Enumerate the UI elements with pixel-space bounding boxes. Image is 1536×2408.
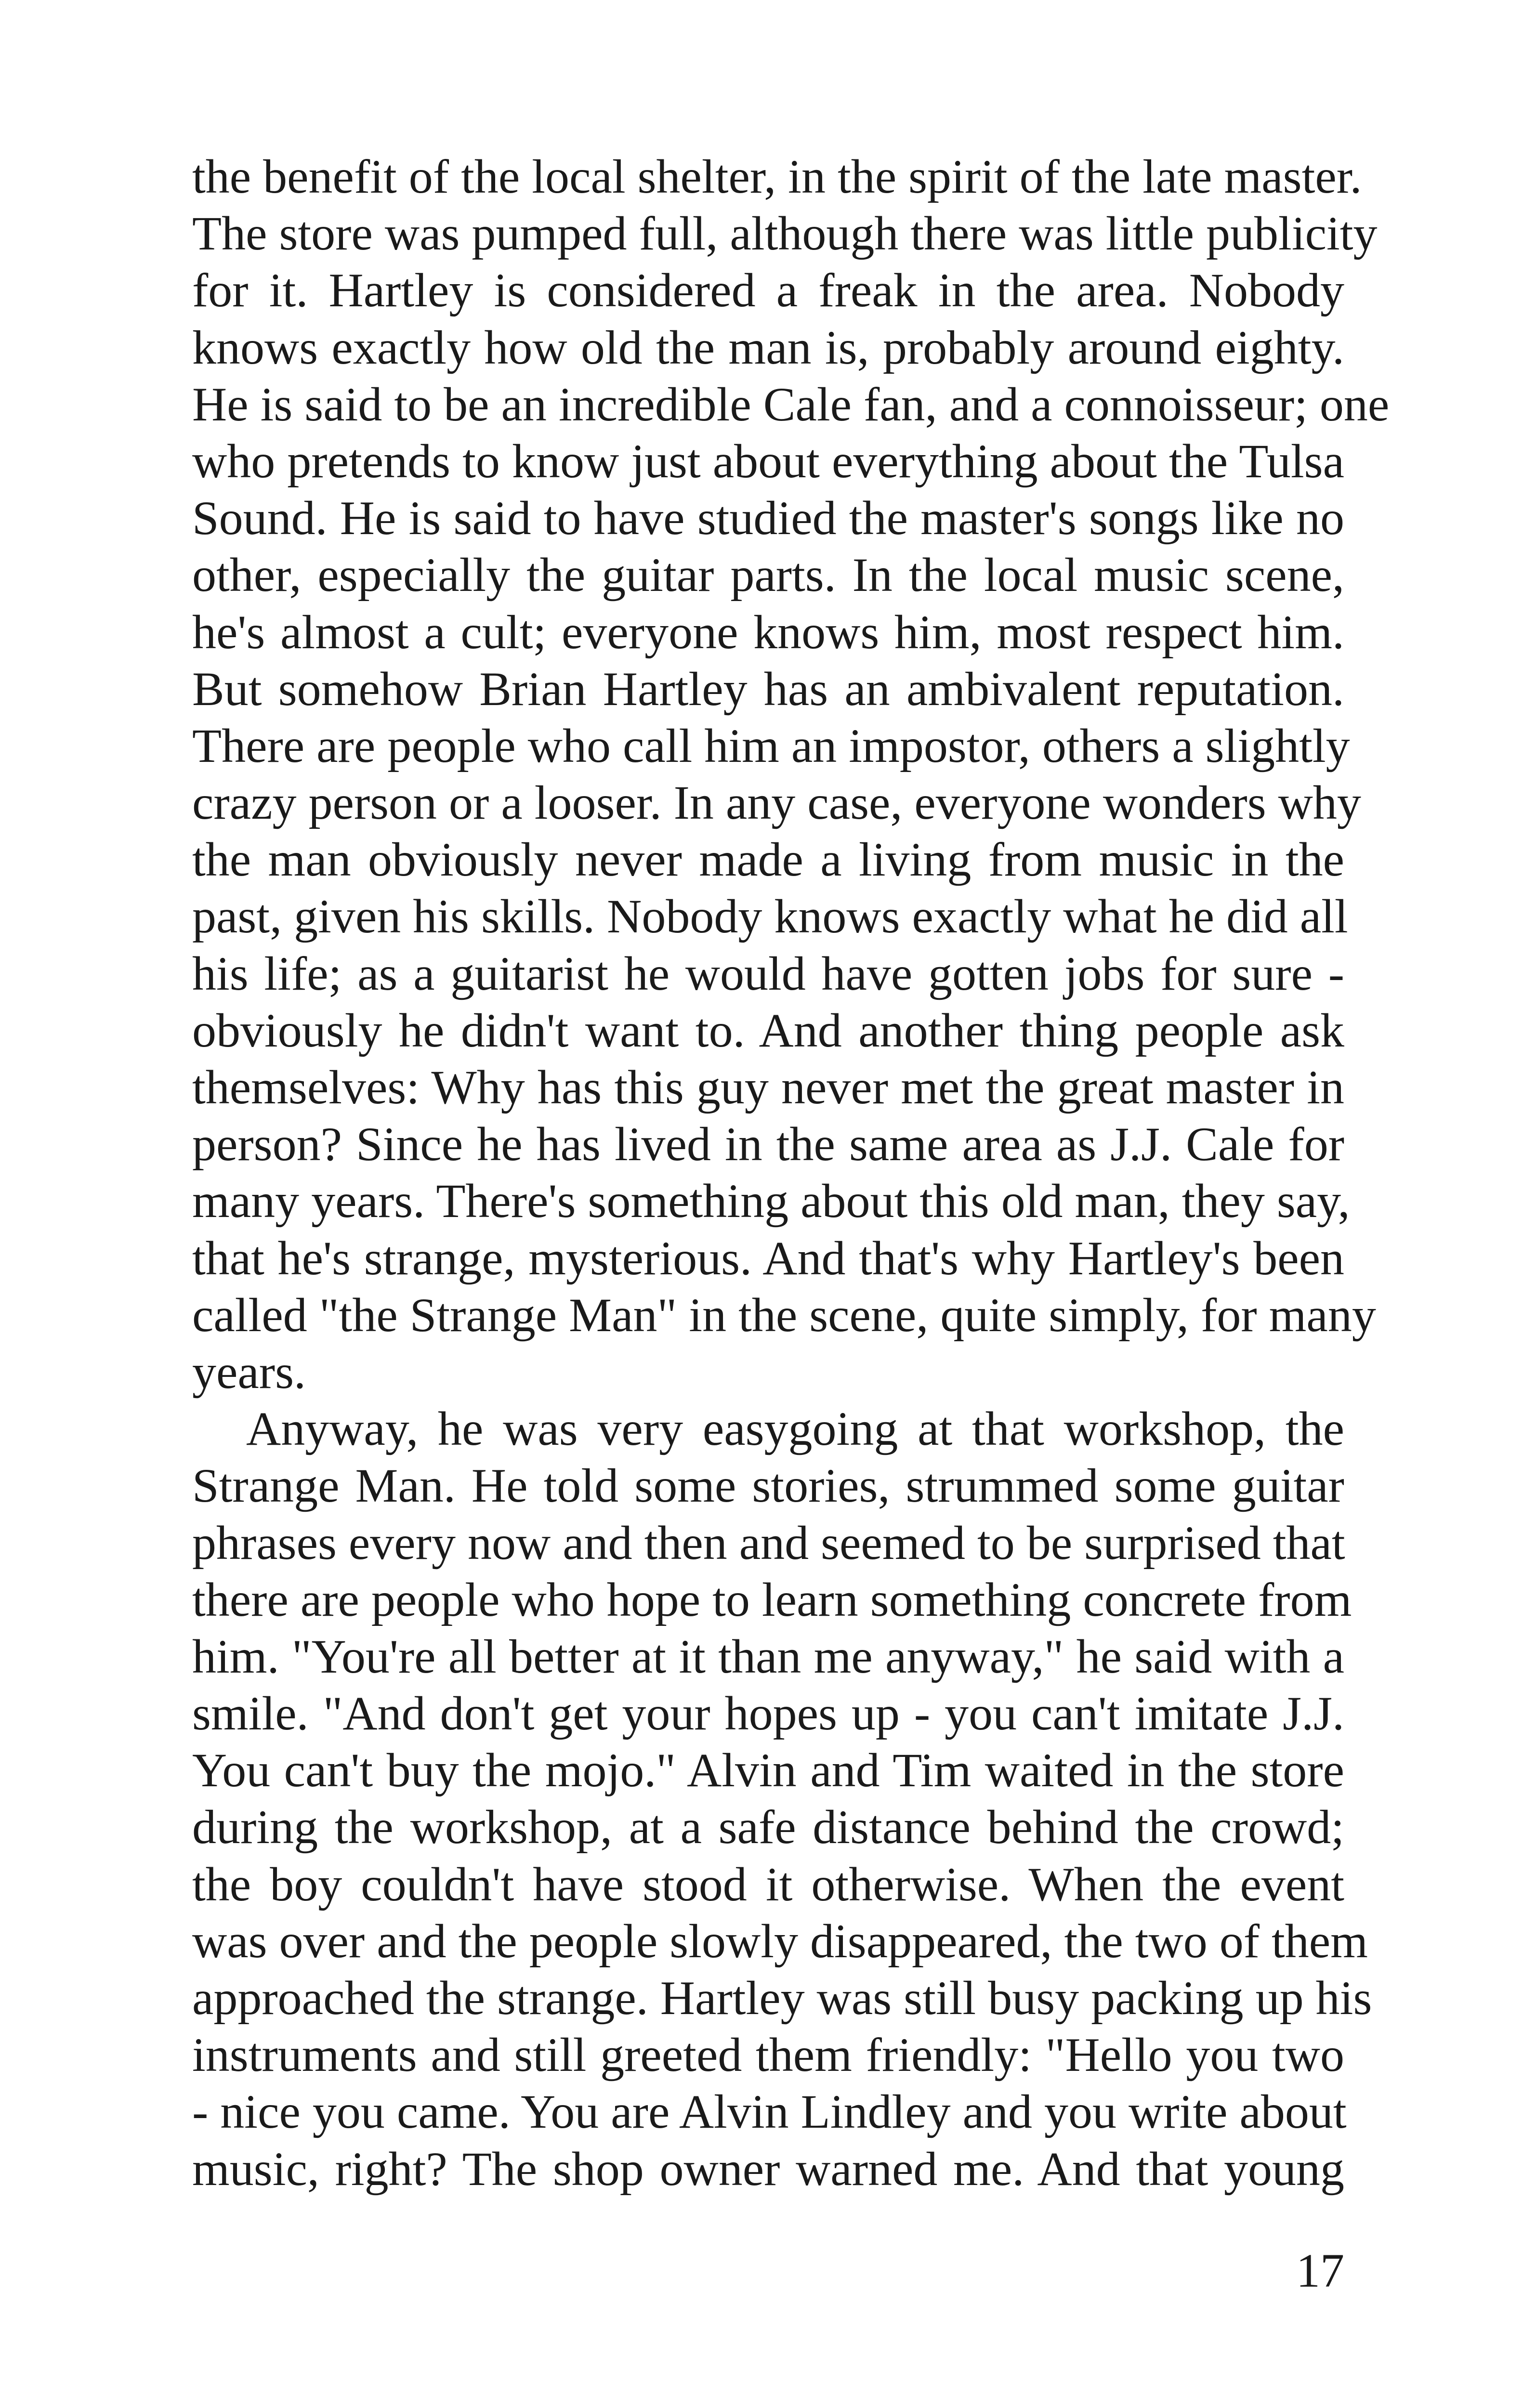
text-line: person? Since he has lived in the same area as J.J. Cale for <box>192 1117 1344 1171</box>
text-line: The store was pumped full, although there was little publicity <box>192 207 1378 261</box>
page-body-text <box>192 148 1390 2198</box>
text-line: knows exactly how old the man is, probably around eighty. <box>192 320 1344 374</box>
text-line: smile. "And don't get your hopes up - you can't imitate J.J. <box>192 1687 1344 1741</box>
text-line: Sound. He is said to have studied the master's songs like no <box>192 491 1344 545</box>
text-line: You can't buy the mojo." Alvin and Tim waited in the store <box>192 1743 1344 1797</box>
text-line: during the workshop, at a safe distance behind the crowd; <box>192 1800 1344 1854</box>
text-line: There are people who call him an impostor, others a slightly <box>192 719 1350 772</box>
text-line: the man obviously never made a living from music in the <box>192 833 1344 887</box>
page-number: 17 <box>1296 2243 1344 2297</box>
text-line: many years. There's something about this old man, they say, <box>192 1174 1350 1228</box>
text-line: was over and the people slowly disappeared, the two of them <box>192 1914 1368 1968</box>
text-line: who pretends to know just about everything about the Tulsa <box>192 434 1344 488</box>
paragraph <box>192 148 1390 1400</box>
text-line: for it. Hartley is considered a freak in the area. Nobody <box>192 263 1344 317</box>
text-line: - nice you came. You are Alvin Lindley and you write about <box>192 2085 1347 2139</box>
text-line: themselves: Why has this guy never met the great master in <box>192 1060 1344 1114</box>
text-line: He is said to be an incredible Cale fan, and a connoisseur; one <box>192 377 1390 431</box>
text-line: approached the strange. Hartley was still busy packing up his <box>192 1971 1372 2025</box>
text-line: Anyway, he was very easygoing at that workshop, the <box>246 1402 1344 1456</box>
text-line: him. "You're all better at it than me anyway," he said with a <box>192 1629 1344 1683</box>
paragraph <box>192 1400 1372 2198</box>
text-line: the benefit of the local shelter, in the spirit of the late master. <box>192 150 1362 203</box>
text-line: instruments and still greeted them friendly: "Hello you two <box>192 2028 1344 2082</box>
text-line: other, especially the guitar parts. In the local music scene, <box>192 548 1344 602</box>
text-line: Strange Man. He told some stories, strummed some guitar <box>192 1459 1344 1513</box>
text-line: But somehow Brian Hartley has an ambivalent reputation. <box>192 662 1344 716</box>
text-line: years. <box>192 1345 306 1399</box>
text-line: that he's strange, mysterious. And that's why Hartley's been <box>192 1231 1344 1285</box>
text-line: he's almost a cult; everyone knows him, most respect him. <box>192 605 1344 659</box>
text-line: the boy couldn't have stood it otherwise. When the event <box>192 1857 1344 1911</box>
text-line: music, right? The shop owner warned me. And that young <box>192 2142 1344 2196</box>
text-line: phrases every now and then and seemed to be surprised that <box>192 1516 1345 1570</box>
text-line: his life; as a guitarist he would have gotten jobs for sure - <box>192 946 1344 1000</box>
text-line: obviously he didn't want to. And another thing people ask <box>192 1003 1344 1057</box>
text-line: called "the Strange Man" in the scene, quite simply, for many <box>192 1288 1376 1342</box>
text-line: past, given his skills. Nobody knows exactly what he did all <box>192 890 1348 943</box>
text-line: there are people who hope to learn something concrete from <box>192 1572 1352 1626</box>
text-line: crazy person or a looser. In any case, everyone wonders why <box>192 776 1361 830</box>
